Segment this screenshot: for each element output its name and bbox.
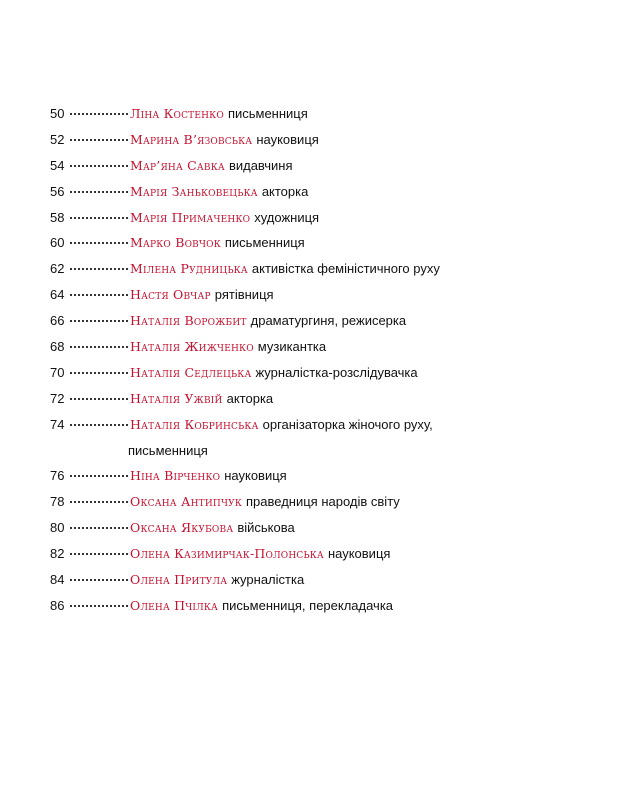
toc-entry [50,593,590,619]
page-number: 82 [50,546,65,562]
toc-entry-continuation [50,438,590,464]
person-name: Ліна Костенко [130,106,224,121]
dot-leader [70,139,128,141]
dot-leader [70,346,128,348]
dot-leader [70,242,128,244]
person-role: музикантка [257,339,327,355]
dot-leader [70,424,128,426]
person-role: художниця [254,209,320,225]
person-role: драматургиня, режисерка [250,313,407,329]
person-role: акторка [226,390,274,406]
page-number: 84 [50,572,65,588]
dot-leader [70,501,128,503]
page-number: 72 [50,390,65,406]
person-role: військова [237,520,295,536]
person-name: Наталія Кобринська [130,416,259,432]
person-name: Наталія Седлецька [130,364,252,380]
dot-leader [70,527,128,529]
person-role: рятівниця [214,287,274,303]
person-name: Марія Заньковецька [130,183,258,199]
dot-leader [70,113,128,115]
page-number: 58 [50,209,65,225]
person-role: видавчиня [228,157,293,173]
toc-entry [50,101,590,127]
page-number: 68 [50,339,65,355]
page-number: 70 [50,364,65,380]
page-number: 74 [50,416,65,432]
person-name: Оксана Антипчук [130,494,242,510]
toc-entry [50,412,590,438]
page-number: 52 [50,131,65,147]
page-number: 56 [50,183,65,199]
person-name: Наталія Жижченко [130,339,254,355]
toc-entry [50,127,590,153]
person-name: Ніна Вірченко [130,468,221,484]
toc-entry [50,386,590,412]
person-name: Наталія Ворожбит [130,313,247,329]
person-name: Олена Казимирчак-Полонська [130,546,324,562]
dot-leader [70,553,128,555]
toc-entry [50,567,590,593]
person-role: науковиця [327,546,391,562]
toc-entry [50,153,590,179]
person-role: журналістка-розслідувачка [255,364,418,380]
person-name: Марія Примаченко [130,209,251,225]
page-number: 50 [50,106,65,121]
dot-leader [70,398,128,400]
person-role: науковиця [224,468,287,484]
person-name: Олена Пчілка [130,597,219,613]
page-number: 60 [50,235,65,251]
dot-leader [70,191,128,193]
person-name: Наталія Ужвій [130,390,223,406]
toc-entry [50,360,590,386]
toc-entry [50,308,590,334]
dot-leader [70,165,128,167]
person-role: письменниця, перекладачка [222,597,394,613]
person-role: письменниця [227,106,308,121]
person-role: акторка [261,183,309,199]
toc-entry [50,205,590,231]
toc-entry [50,230,590,256]
dot-leader [70,320,128,322]
page-number: 62 [50,261,65,277]
toc-entry [50,179,590,205]
person-name: Марко Вовчок [130,235,221,251]
dot-leader [70,372,128,374]
person-name: Олена Притула [130,572,228,588]
page-number: 54 [50,157,65,173]
person-role-continuation: письменниця [128,442,208,458]
page-number: 86 [50,597,65,613]
dot-leader [70,268,128,270]
toc-entry [50,463,590,489]
person-role: праведниця народів світу [246,494,400,510]
dot-leader [70,605,128,607]
page-number: 78 [50,494,65,510]
table-of-contents [50,101,590,619]
person-role: журналістка [231,572,305,588]
person-role: активістка феміністичного руху [251,261,440,277]
toc-entry [50,256,590,282]
page-number: 80 [50,520,65,536]
page-number: 64 [50,287,65,303]
person-role: письменниця [224,235,305,251]
person-name: Мілена Рудницька [130,261,248,277]
dot-leader [70,579,128,581]
page-number: 66 [50,313,65,329]
person-role: науковиця [256,131,319,147]
person-role: організаторка жіночого руху, [262,416,433,432]
page-number: 76 [50,468,65,484]
toc-entry [50,515,590,541]
toc-entry [50,334,590,360]
person-name: Мар’яна Савка [130,157,225,173]
dot-leader [70,217,128,219]
person-name: Марина В’язовська [130,131,253,147]
toc-entry [50,282,590,308]
toc-entry [50,541,590,567]
person-name: Оксана Якубова [130,520,234,536]
dot-leader [70,475,128,477]
person-name: Настя Овчар [130,287,211,303]
dot-leader [70,294,128,296]
toc-entry [50,489,590,515]
